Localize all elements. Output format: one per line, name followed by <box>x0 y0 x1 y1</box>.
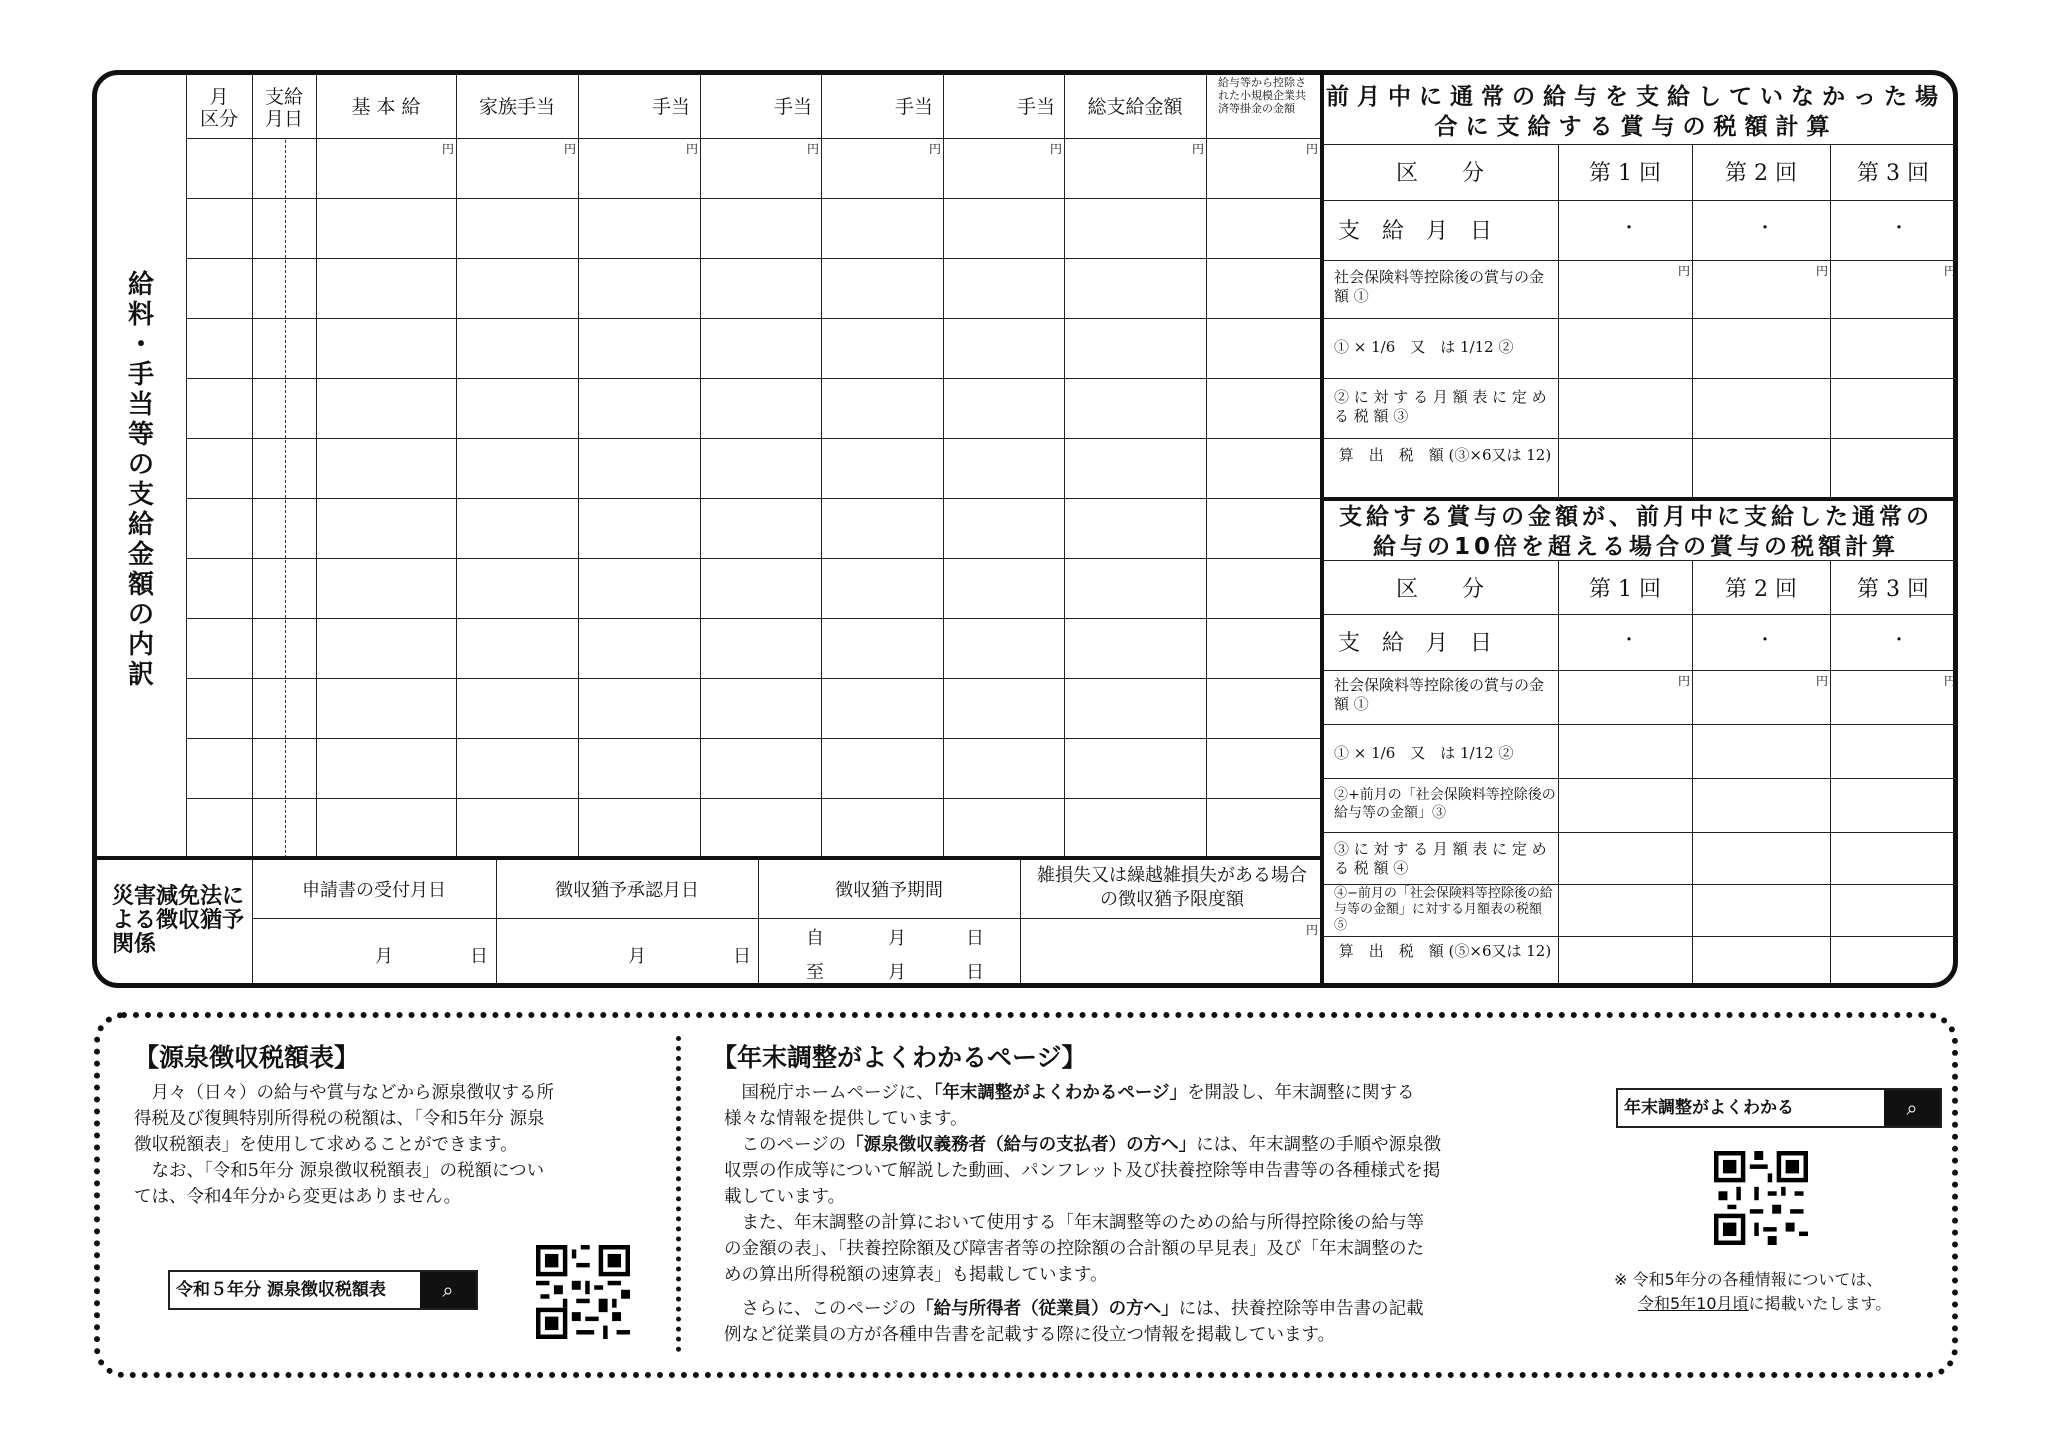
row-plus-prev-month: ②+前月の「社会保険料等控除後の給与等の金額」③ <box>1334 787 1556 821</box>
text-line: の金額の表」、「扶養控除額及び障害者等の控除額の合計額の早見表」及び「年末調整のた <box>724 1239 1424 1259</box>
row-pay-date: 支 給 月 日 <box>1338 631 1493 656</box>
grid-line <box>285 140 286 858</box>
row-bonus-after-insurance: 社会保険料等控除後の賞与の金額 ① <box>1334 268 1545 305</box>
header-pay-date: 支給 月日 <box>264 86 303 130</box>
grid-line <box>96 856 1322 860</box>
emphasis-text: 「給与所得者（従業員）の方へ」 <box>916 1299 1179 1319</box>
label-char: 訳 <box>127 660 154 690</box>
withholding-search-box[interactable] <box>168 1270 478 1310</box>
col-class: 区 分 <box>1395 577 1484 602</box>
col-approval-date: 徴収猶予承認月日 <box>555 880 699 901</box>
label-char: 当 <box>127 390 154 420</box>
row-pay-date: 支 給 月 日 <box>1338 219 1493 244</box>
grid-line <box>456 75 457 858</box>
withholding-table-title: 【源泉徴収税額表】 <box>134 1043 360 1072</box>
grid-line <box>1322 438 1956 439</box>
from-label: 自 <box>806 928 824 949</box>
header-family-allowance: 家族手当 <box>478 96 555 118</box>
text-line: 例など従業員の方が各種申告書を記載する際に役立つ情報を掲載しています。 <box>724 1325 1336 1345</box>
col-period: 徴収猶予期間 <box>835 880 943 901</box>
grid-line <box>1830 144 1831 498</box>
grid-line <box>1322 778 1956 779</box>
date-dot: ・ <box>1756 630 1774 651</box>
month-label: 月 <box>628 946 646 967</box>
header-allowance-3: 手当 <box>894 96 933 118</box>
grid-line <box>700 75 701 858</box>
grid-line <box>1322 144 1956 145</box>
grid-line <box>186 138 1320 139</box>
yen-unit: 円 <box>1816 264 1829 278</box>
grid-line <box>186 798 1320 799</box>
year-end-page-title: 【年末調整がよくわかるページ】 <box>712 1043 1087 1072</box>
yen-unit: 円 <box>442 142 455 156</box>
yen-unit: 円 <box>1192 142 1205 156</box>
grid-line <box>1064 75 1065 858</box>
row-monthly-tax: ② に 対 す る 月 額 表 に 定 め る 税 額 ③ <box>1334 388 1547 425</box>
grid-line <box>1322 832 1956 833</box>
yen-unit: 円 <box>1816 674 1829 688</box>
grid-line <box>578 75 579 858</box>
text-line: 徴収税額表」を使用して求めることができます。 <box>134 1135 518 1155</box>
grid-line <box>186 258 1320 259</box>
grid-line <box>186 558 1320 559</box>
label-char: 額 <box>127 570 154 600</box>
col-round-3: 第 3 回 <box>1857 161 1929 186</box>
grid-line <box>1322 200 1956 201</box>
text-span: 国税庁ホームページに、 <box>724 1083 934 1103</box>
row-calculated-tax: 算 出 税 額 (③×6又は 12) <box>1338 446 1552 464</box>
yen-unit: 円 <box>1678 674 1691 688</box>
grid-line <box>1692 560 1693 985</box>
yen-unit: 円 <box>564 142 577 156</box>
text-line: ※ 令和5年分の各種情報については、 <box>1614 1270 1883 1289</box>
label-char: 給 <box>127 510 154 540</box>
yen-unit: 円 <box>929 142 942 156</box>
header-allowance-2: 手当 <box>773 96 812 118</box>
grid-line <box>1322 560 1956 561</box>
row-monthly-tax: ③ に 対 す る 月 額 表 に 定 め る 税 額 ④ <box>1334 840 1547 877</box>
grid-line <box>1020 858 1021 985</box>
info-divider <box>676 1036 681 1352</box>
year-end-page-text <box>724 1080 1604 1348</box>
date-dot: ・ <box>1890 218 1908 239</box>
label-char: 給 <box>127 270 154 300</box>
note-text <box>1614 1268 1954 1316</box>
text-span: には、年末調整の手順や源泉徴 <box>1196 1135 1442 1155</box>
label-char: 金 <box>127 540 154 570</box>
search-icon[interactable]: ⌕ <box>1884 1090 1940 1126</box>
text-span: に掲載いたします。 <box>1748 1294 1892 1313</box>
text-line: 収票の作成等について解説した動画、パンフレット及び扶養控除等申告書等の各種様式を掲 <box>724 1161 1441 1181</box>
grid-line <box>1322 884 1956 885</box>
emphasis-text: 「源泉徴収義務者（給与の支払者）の方へ」 <box>846 1135 1197 1155</box>
yen-unit: 円 <box>1050 142 1063 156</box>
yen-unit: 円 <box>1944 674 1957 688</box>
row-calculated-tax: 算 出 税 額 (⑤×6又は 12) <box>1338 942 1552 960</box>
search-input[interactable]: 令和５年分 源泉徴収税額表 <box>176 1280 386 1300</box>
yen-unit: 円 <box>1306 923 1319 937</box>
grid-line <box>1322 936 1956 937</box>
underlined-date: 令和5年10月頃 <box>1638 1294 1749 1313</box>
col-round-1: 第 1 回 <box>1589 161 1661 186</box>
label-char: 等 <box>127 420 154 450</box>
emphasis-text: 「年末調整がよくわかるページ」 <box>933 1083 1188 1103</box>
label-char: 支 <box>127 480 154 510</box>
grid-line <box>186 378 1320 379</box>
text-line: 得税及び復興特別所得税の税額は、「令和5年分 源泉 <box>134 1109 545 1129</box>
yen-unit: 円 <box>807 142 820 156</box>
right-table-1-title: 前月中に通常の給与を支給していなかった場合に支給する賞与の税額計算 <box>1326 84 1946 140</box>
section-label-pay-breakdown <box>125 270 157 690</box>
grid-line <box>1322 614 1956 615</box>
col-limit: 雑損失又は繰越雑損失がある場合の徴収猶予限度額 <box>1037 865 1307 910</box>
day-label: 日 <box>966 928 984 949</box>
search-input[interactable]: 年末調整がよくわかる <box>1624 1098 1794 1118</box>
grid-line <box>1558 560 1559 985</box>
row-fraction: ① × 1/6 又 は 1/12 ② <box>1334 744 1514 762</box>
yen-unit: 円 <box>686 142 699 156</box>
date-dot: ・ <box>1620 218 1638 239</box>
search-icon[interactable]: ⌕ <box>420 1272 476 1308</box>
grid-line <box>186 738 1320 739</box>
text-line: 載しています。 <box>724 1187 846 1207</box>
grid-line <box>1322 497 1956 501</box>
text-line: 月々（日々）の給与や賞与などから源泉徴収する所 <box>134 1083 554 1103</box>
grid-line <box>1322 260 1956 261</box>
qr-code <box>1714 1150 1808 1250</box>
text-line: ては、令和4年分から変更はありません。 <box>134 1187 462 1207</box>
col-class: 区 分 <box>1395 161 1484 186</box>
year-end-search-box[interactable] <box>1616 1088 1942 1128</box>
text-line: なお、「令和5年分 源泉徴収税額表」の税額につい <box>134 1161 545 1181</box>
row-fraction: ① × 1/6 又 は 1/12 ② <box>1334 338 1514 356</box>
grid-line <box>1320 75 1324 983</box>
grid-line <box>943 75 944 858</box>
col-round-1: 第 1 回 <box>1589 577 1661 602</box>
col-round-2: 第 2 回 <box>1725 161 1797 186</box>
month-label: 月 <box>888 928 906 949</box>
month-label: 月 <box>375 946 393 967</box>
label-char: 内 <box>127 630 154 660</box>
grid-line <box>186 75 187 858</box>
day-label: 日 <box>470 946 488 967</box>
day-label: 日 <box>966 962 984 983</box>
grid-line <box>1558 144 1559 498</box>
header-month-class: 月 区分 <box>199 86 238 130</box>
label-char: の <box>127 600 154 630</box>
grid-line <box>316 75 317 858</box>
qr-code <box>536 1244 630 1344</box>
grid-line <box>252 918 1320 919</box>
grid-line <box>252 75 253 858</box>
month-label: 月 <box>888 962 906 983</box>
header-base-pay: 基 本 給 <box>351 96 421 118</box>
text-span: には、扶養控除等申告書の記載 <box>1178 1299 1424 1319</box>
to-label: 至 <box>806 962 824 983</box>
grid-line <box>1322 378 1956 379</box>
text-line: また、年末調整の計算において使用する「年末調整等のための給与所得控除後の給与等 <box>724 1213 1424 1233</box>
yen-unit: 円 <box>1306 142 1319 156</box>
text-span: さらに、このページの <box>724 1299 917 1319</box>
grid-line <box>1692 144 1693 498</box>
date-dot: ・ <box>1756 218 1774 239</box>
grid-line <box>1322 724 1956 725</box>
header-total-pay: 総支給金額 <box>1087 96 1183 118</box>
grid-line <box>1322 318 1956 319</box>
withholding-table-text <box>134 1080 674 1210</box>
date-dot: ・ <box>1890 630 1908 651</box>
label-char: ・ <box>127 330 154 360</box>
header-allowance-1: 手当 <box>651 96 690 118</box>
grid-line <box>1830 560 1831 985</box>
text-line: 様々な情報を提供しています。 <box>724 1109 968 1129</box>
grid-line <box>186 318 1320 319</box>
grid-line <box>186 678 1320 679</box>
header-mutual-aid: 給与等から控除された小規模企業共済等掛金の金額 <box>1218 76 1306 115</box>
header-allowance-4: 手当 <box>1016 96 1055 118</box>
label-char: 手 <box>127 360 154 390</box>
grid-line <box>1206 75 1207 858</box>
yen-unit: 円 <box>1678 264 1691 278</box>
row-minus-prev-month: ④−前月の「社会保険料等控除後の給与等の金額」に対する月額表の税額 ⑤ <box>1334 886 1553 933</box>
disaster-label: 災害減免法による徴収猶予関係 <box>112 884 245 957</box>
day-label: 日 <box>733 946 751 967</box>
grid-line <box>186 618 1320 619</box>
label-char: 料 <box>127 300 154 330</box>
grid-line <box>821 75 822 858</box>
text-span: を開設し、年末調整に関する <box>1187 1083 1415 1103</box>
text-line: めの算出所得税額の速算表」も掲載しています。 <box>724 1265 1108 1285</box>
text-span: このページの <box>724 1135 847 1155</box>
grid-line <box>186 198 1320 199</box>
row-bonus-after-insurance: 社会保険料等控除後の賞与の金額 ① <box>1334 676 1545 713</box>
col-application-date: 申請書の受付月日 <box>302 880 446 901</box>
right-table-2-title: 支給する賞与の金額が、前月中に支給した通常の給与の10倍を超える場合の賞与の税額計算 <box>1339 504 1933 560</box>
col-round-3: 第 3 回 <box>1857 577 1929 602</box>
col-round-2: 第 2 回 <box>1725 577 1797 602</box>
grid-line <box>186 438 1320 439</box>
grid-line <box>186 498 1320 499</box>
grid-line <box>1322 670 1956 671</box>
date-dot: ・ <box>1620 630 1638 651</box>
label-char: の <box>127 450 154 480</box>
yen-unit: 円 <box>1944 264 1957 278</box>
